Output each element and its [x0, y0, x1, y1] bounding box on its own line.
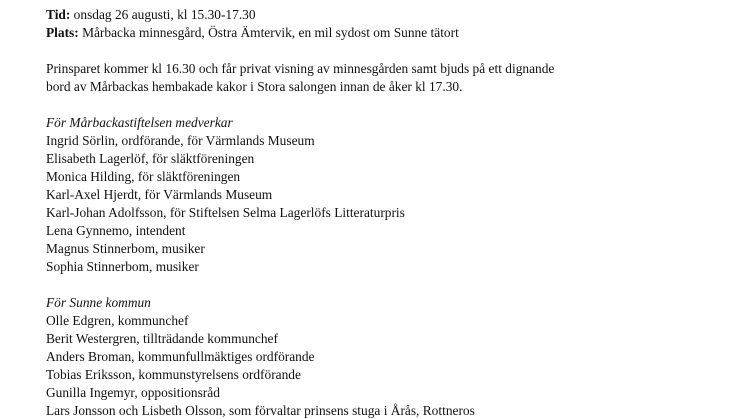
list-item: Lena Gynnemo, intendent	[46, 223, 186, 238]
list-item: Berit Westergren, tillträdande kommunchef	[46, 331, 278, 346]
time-value: onsdag 26 augusti, kl 15.30-17.30	[70, 7, 256, 22]
list-item: Karl-Axel Hjerdt, för Värmlands Museum	[46, 187, 273, 202]
list-item: Magnus Stinnerbom, musiker	[46, 241, 205, 256]
foundation-heading: För Mårbackastiftelsen medverkar	[46, 115, 233, 130]
document-content	[46, 6, 736, 419]
list-item: Elisabeth Lagerlöf, för släktföreningen	[46, 151, 255, 166]
list-item: Tobias Eriksson, kommunstyrelsens ordförande	[46, 367, 301, 382]
municipality-heading: För Sunne kommun	[46, 295, 151, 310]
list-item: Gunilla Ingemyr, oppositionsråd	[46, 385, 220, 400]
list-item: Ingrid Sörlin, ordförande, för Värmlands Museum	[46, 133, 315, 148]
list-item: Lars Jonsson och Lisbeth Olsson, som förvaltar prinsens stuga i Årås, Rottneros	[46, 403, 475, 418]
intro-line-2: bord av Mårbackas hembakade kakor i Stora salongen innan de åker kl 17.30.	[46, 79, 463, 94]
intro-line-1: Prinsparet kommer kl 16.30 och får privat visning av minnesgården samt bjuds på ett dignande	[46, 61, 555, 76]
time-label: Tid:	[46, 7, 71, 22]
place-value: Mårbacka minnesgård, Östra Ämtervik, en mil sydost om Sunne tätort	[78, 25, 459, 40]
place-label: Plats:	[46, 25, 79, 40]
place-line	[46, 24, 736, 42]
list-item: Anders Broman, kommunfullmäktiges ordförande	[46, 349, 315, 364]
list-item: Olle Edgren, kommunchef	[46, 313, 189, 328]
spacer	[46, 42, 736, 60]
spacer	[46, 96, 736, 114]
list-item: Monica Hilding, för släktföreningen	[46, 169, 241, 184]
list-item: Karl-Johan Adolfsson, för Stiftelsen Selma Lagerlöfs Litteraturpris	[46, 205, 405, 220]
time-line	[46, 6, 736, 24]
spacer	[46, 276, 736, 294]
list-item: Sophia Stinnerbom, musiker	[46, 259, 199, 274]
